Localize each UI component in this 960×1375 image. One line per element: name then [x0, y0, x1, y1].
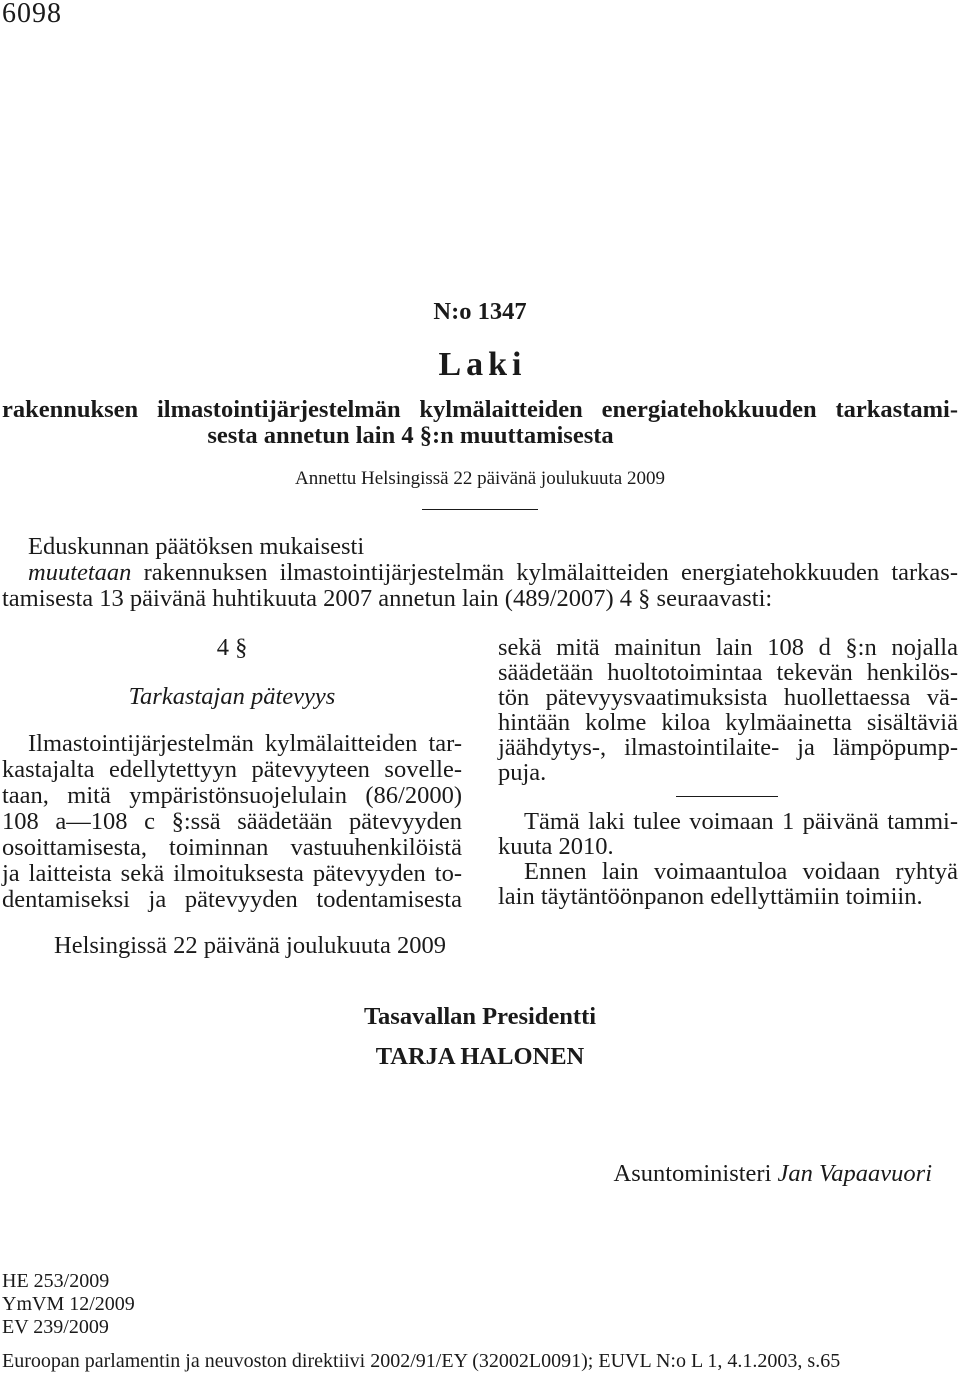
act-title-line-1: rakennuksen ilmastointijärjestelmän kylmälaitteiden energiatehokkuuden tarkastami-	[2, 396, 958, 423]
preamble-line-2: tamisesta 13 päivänä huhtikuuta 2007 annetun lain (489/2007) 4 § seuraavasti:	[2, 585, 773, 612]
president-title: Tasavallan Presidentti	[363, 1003, 597, 1030]
entry-into-force-line: Tämä laki tulee voimaan 1 päivänä tammi-	[524, 808, 958, 835]
signing-place-date: Helsingissä 22 päivänä joulukuuta 2009	[54, 932, 446, 959]
president-name: TARJA HALONEN	[375, 1043, 585, 1070]
page-number: 6098	[2, 0, 62, 29]
statute-number: N:o 1347	[433, 298, 527, 325]
title-divider	[422, 509, 538, 510]
transition-line: lain täytäntöönpanon edellyttämiin toimiin.	[498, 883, 923, 910]
section-text-line: kastajalta edellytettyyn pätevyyteen sovelle-	[2, 756, 462, 783]
entry-into-force-line: kuuta 2010.	[498, 833, 614, 860]
section-text-line: puja.	[498, 759, 547, 786]
act-title-line-2: sesta annetun lain 4 §:n muuttamisesta	[207, 422, 614, 449]
reference-line: YmVM 12/2009	[2, 1293, 135, 1315]
directive-footnote: Euroopan parlamentin ja neuvoston direktiivi 2002/91/EY (32002L0091); EUVL N:o L 1, 4.1.2003, s.65	[2, 1350, 841, 1372]
preamble-verb: muutetaan	[28, 559, 132, 586]
section-text-line: taan, mitä ympäristönsuojelulain (86/2000)	[2, 782, 462, 809]
section-text-line: ja laitteista sekä ilmoituksesta pätevyyden to-	[2, 860, 462, 887]
minister-signature	[0, 1161, 932, 1187]
preamble-line-1-rest: rakennuksen ilmastointijärjestelmän kylmälaitteiden energiatehokkuuden tarkas-	[131, 559, 958, 586]
minister-name: Jan Vapaavuori	[777, 1160, 932, 1187]
reference-line: EV 239/2009	[2, 1316, 109, 1338]
section-text-line: osoittamisesta, toiminnan vastuuhenkilöistä	[2, 834, 462, 861]
minister-title: Asuntoministeri	[613, 1160, 778, 1187]
section-text-line: jäähdytys-, ilmastointilaite- ja lämpöpump-	[498, 734, 958, 761]
issued-date: Annettu Helsingissä 22 päivänä joulukuuta 2009	[295, 468, 665, 489]
entry-into-force-divider	[676, 796, 778, 797]
section-heading: Tarkastajan pätevyys	[128, 683, 336, 710]
section-text-line: säädetään huoltotoimintaa tekevän henkilös-	[498, 659, 958, 686]
section-text-line: sekä mitä mainitun lain 108 d §:n nojalla	[498, 634, 958, 661]
section-text-line: hintään kolme kiloa kylmäainetta sisältäviä	[498, 709, 958, 736]
section-number: 4 §	[216, 634, 248, 661]
section-text-line: tön pätevyysvaatimuksista huollettaessa vä-	[498, 684, 958, 711]
act-type-heading: Laki	[438, 346, 527, 383]
section-text-line: dentamiseksi ja pätevyyden todentamisesta	[2, 886, 462, 913]
section-text-line: Ilmastointijärjestelmän kylmälaitteiden tar-	[28, 730, 462, 757]
section-text-line: 108 a—108 c §:ssä säädetään pätevyyden	[2, 808, 462, 835]
reference-line: HE 253/2009	[2, 1270, 110, 1292]
preamble-line-1	[28, 560, 958, 586]
transition-line: Ennen lain voimaantuloa voidaan ryhtyä	[524, 858, 958, 885]
preamble-intro: Eduskunnan päätöksen mukaisesti	[28, 533, 365, 560]
